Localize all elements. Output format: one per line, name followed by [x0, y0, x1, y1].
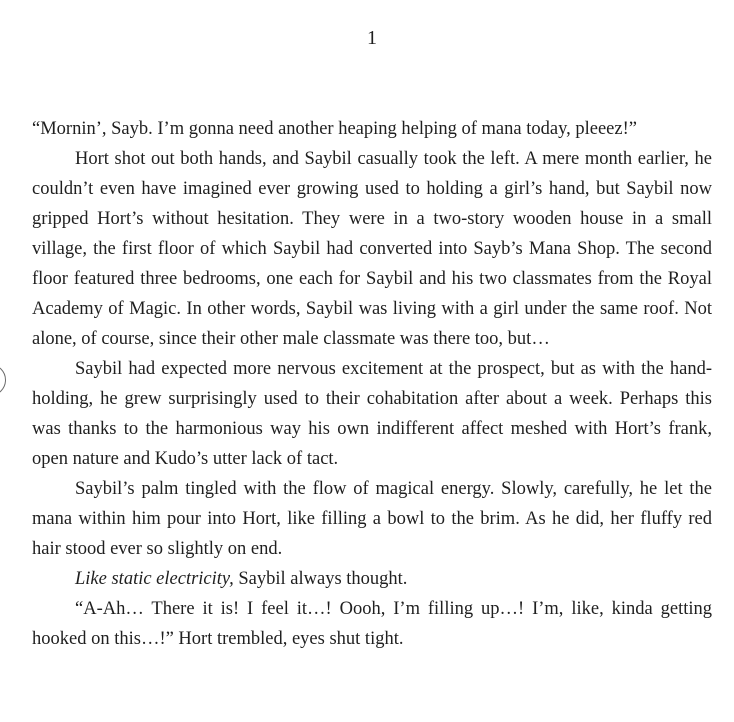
paragraph: Hort shot out both hands, and Saybil casually took the left. A mere month earlier, he couldn’t even have imagined ever growing used to holding a girl’s hand, but Saybil now gripped Hort’s without hesitation. They were in a two-story wooden house in a small village, the first floor of which Saybil had converted into Sayb’s Mana Shop. The second floor featured three bedrooms, one each for Saybil and his two classmates from the Royal Academy of Magic. In other words, Saybil was living with a girl under the same roof. Not alone, of course, since their other male classmate was there too, but…: [32, 149, 712, 349]
page-turn-handle[interactable]: [0, 364, 6, 396]
paragraph: Saybil had expected more nervous excitement at the prospect, but as with the hand-holding, he grew surprisingly used to their cohabitation after about a week. Perhaps this was thanks to the harmonious way his own indifferent affect meshed with Hort’s frank, open nature and Kudo’s utter lack of tact.: [32, 359, 712, 469]
paragraph: “Mornin’, Sayb. I’m gonna need another heaping helping of mana today, pleeez!”: [32, 119, 637, 139]
story-text: [32, 114, 712, 654]
italic-phrase: Like static electricity,: [75, 569, 234, 589]
paragraph: “A-Ah… There it is! I feel it…! Oooh, I’m filling up…! I’m, like, kinda getting hooked on this…!” Hort trembled, eyes shut tight.: [32, 599, 712, 649]
paragraph: Saybil’s palm tingled with the flow of magical energy. Slowly, carefully, he let the mana within him pour into Hort, like filling a bowl to the brim. As he did, her fluffy red hair stood ever so slightly on end.: [32, 479, 712, 559]
paragraph-text: Saybil always thought.: [233, 569, 408, 589]
paragraph: [32, 564, 712, 594]
page-number: 1: [367, 27, 377, 49]
